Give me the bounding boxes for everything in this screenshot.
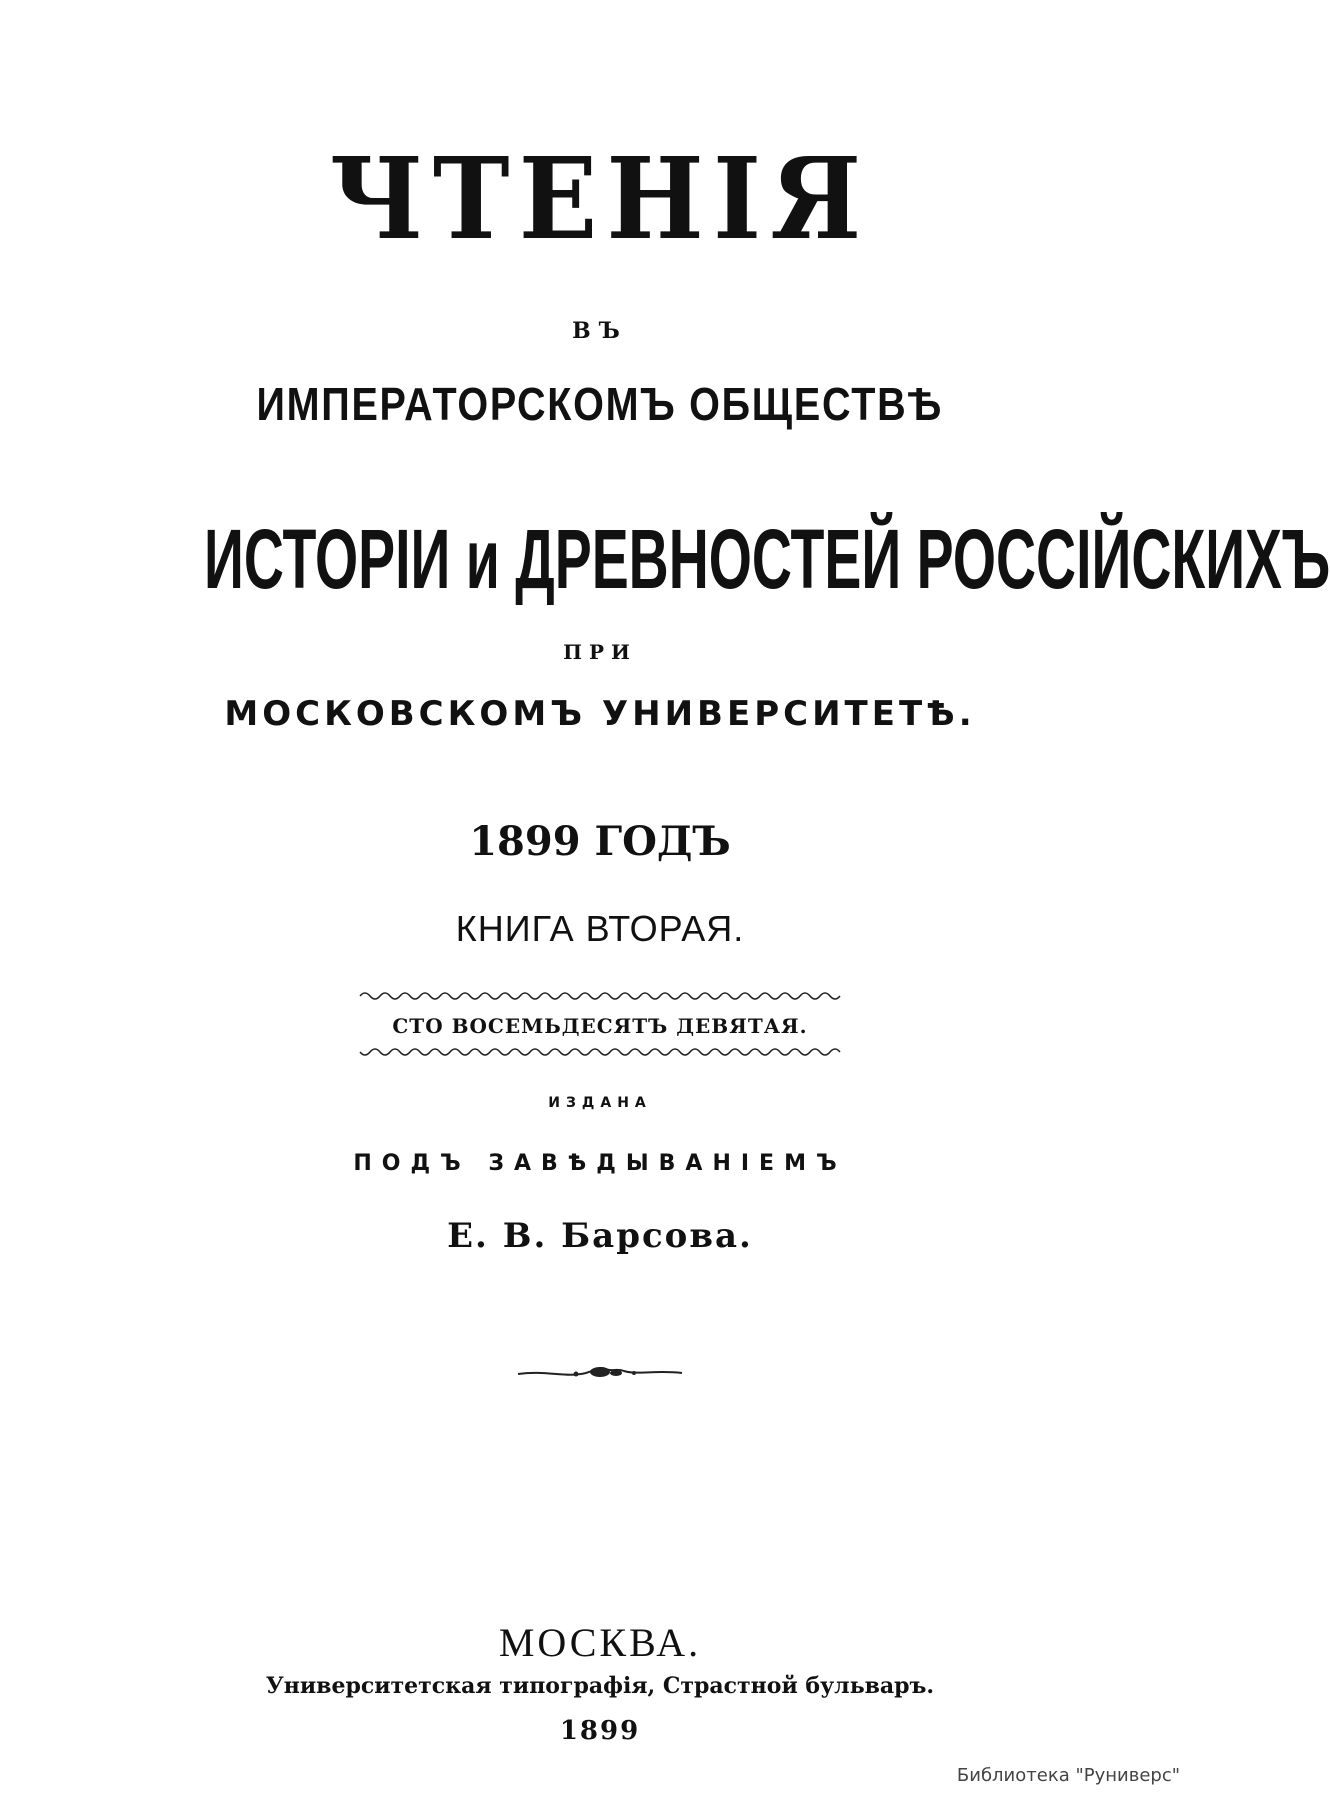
year-line: 1899 ГОДЪ (469, 818, 731, 865)
imprint-press: Университетская типографія, Страстной бульваръ. (265, 1673, 935, 1699)
book-number: СТО ВОСЕМЬДЕСЯТЪ ДЕВЯТАЯ. (392, 1014, 808, 1038)
preposition-pri: ПРИ (563, 640, 637, 664)
library-watermark: Библиотека "Руниверс" (956, 1765, 1180, 1786)
book-line: КНИГА ВТОРАЯ. (455, 908, 745, 949)
imprint-year: 1899 (559, 1716, 641, 1746)
preposition-v: ВЪ (572, 318, 628, 344)
university-line: МОСКОВСКОМЪ УНИВЕРСИТЕТѢ. (224, 694, 976, 734)
wavy-rule-bottom (360, 1046, 840, 1058)
society-line: ИМПЕРАТОРСКОМЪ ОБЩЕСТВѢ (256, 378, 944, 430)
imprint-city: МОСКВА. (498, 1620, 702, 1665)
history-line: ИСТОРІИ и ДРЕВНОСТЕЙ РОССІЙСКИХЪ (203, 512, 1330, 606)
wavy-rule-top (360, 990, 840, 1002)
editorship-line: ПОДЪ ЗАВѢДЫВАНІЕМЪ (353, 1151, 847, 1176)
main-title: ЧТЕНІЯ (329, 134, 871, 265)
editor-name: Е. В. Барсова. (447, 1216, 753, 1256)
published-label: ИЗДАНА (548, 1095, 652, 1111)
ornament-divider (516, 1360, 684, 1386)
